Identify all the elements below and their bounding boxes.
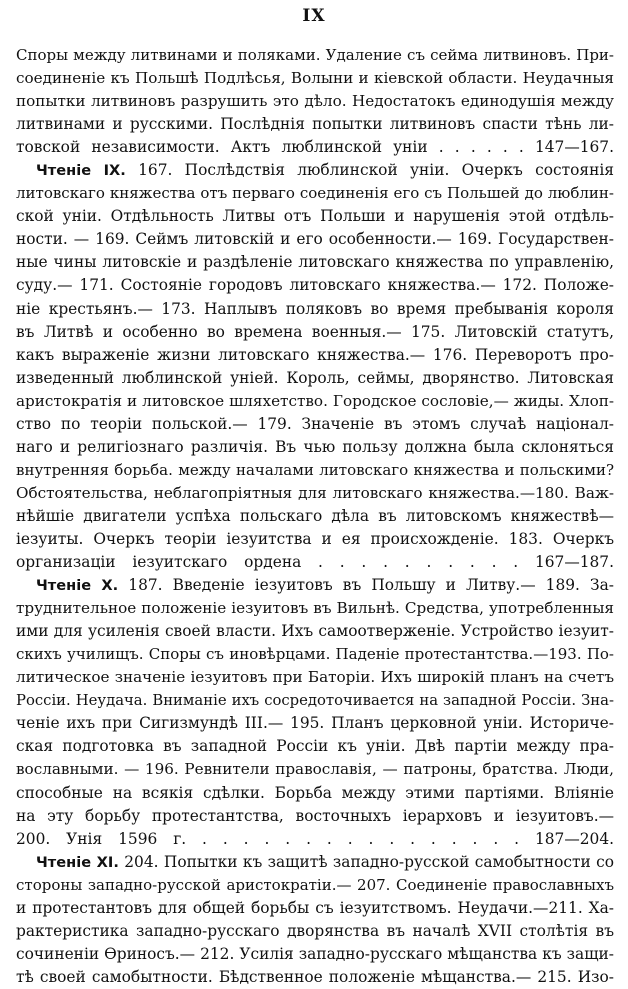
text-line (16, 758, 614, 781)
lecture-heading: Чтеніе X. (36, 577, 119, 595)
line-text: внутренняя борьба. между началами литовскаго княжества и польскими? (16, 460, 614, 479)
line-text: наго и религіознаго различія. Въ чью пользу должна была склоняться (16, 437, 614, 456)
line-text: скихъ училищъ. Споры съ иновѣрцами. Паденіе протестантства.—193. По- (16, 645, 614, 664)
text-line (16, 897, 614, 920)
line-text: вославными. — 196. Ревнители православія, — патроны, братства. Люди, (16, 760, 614, 779)
text-line (16, 459, 614, 482)
line-text: на эту борьбу протестантства, восточныхъ іерарховъ и іезуитовъ.— (16, 806, 614, 825)
text-line (16, 182, 614, 205)
text-line (16, 136, 614, 159)
text-line (16, 874, 614, 897)
text-line (16, 920, 614, 943)
line-text: и протестантовъ для общей борьбы съ іезуитствомъ. Неудачи.—211. Ха- (16, 898, 614, 917)
line-text: литическое значеніе іезуитовъ при Баторіи. Ихъ широкій планъ на счетъ (16, 668, 614, 687)
lecture-heading: Чтеніе XI. (36, 853, 119, 871)
text-line (16, 943, 614, 966)
text-line (16, 67, 614, 90)
line-text: 204. Попытки къ защитѣ западно-русской самобытности со (118, 852, 614, 871)
text-line (16, 735, 614, 758)
line-text: ченіе ихъ при Сигизмундѣ III.— 195. Планъ церковной уніи. Историче- (16, 714, 614, 733)
text-line (16, 620, 614, 643)
line-text: 187. Введеніе іезуитовъ въ Польшу и Литву.— 189. За- (118, 576, 614, 595)
line-text: какъ выраженіе жизни литовскаго княжества.— 176. Переворотъ про- (16, 345, 614, 364)
line-text: способные на всякія сдѣлки. Борьба между этими партіями. Вліяніе (16, 783, 614, 802)
line-text: нѣйшіе двигатели успѣха польскаго дѣла въ литовскомъ княжествѣ— (16, 506, 614, 525)
text-line (16, 413, 614, 436)
line-text: 200. Унія 1596 г. . . . . . . . . . . . . . . . . 187—204. (16, 829, 614, 848)
text-line (16, 712, 614, 735)
line-text: суду.— 171. Состояніе городовъ литовскаго княжества.— 172. Положе- (16, 276, 614, 295)
line-text: тѣ своей самобытности. Бѣдственное положеніе мѣщанства.— 215. Изо- (16, 967, 614, 986)
text-line (16, 344, 614, 367)
text-line (16, 321, 614, 344)
line-text: ные чины литовскіе и раздѣленіе литовскаго княжества по управленію, (16, 253, 614, 272)
text-line (16, 666, 614, 689)
line-text: ство по теоріи польской.— 179. Значеніе въ этомъ случаѣ націонал- (16, 414, 614, 433)
line-text: 167. Послѣдствія люблинской уніи. Очеркъ состоянія (125, 161, 614, 180)
line-text: литвинами и русскими. Послѣднія попытки литвиновъ спасти тѣнь ли- (16, 115, 614, 134)
line-text: ской уніи. Отдѣльность Литвы отъ Польши и нарушенія этой отдѣль- (16, 207, 614, 226)
line-text: ская подготовка въ западной Россіи къ уніи. Двѣ партіи между пра- (16, 737, 614, 756)
line-text: ими для усиленія своей власти. Ихъ самоотверженіе. Устройство іезуит- (16, 622, 614, 641)
text-line (16, 597, 614, 620)
text-line (16, 390, 614, 413)
line-text: въ Литвѣ и особенно во времена военныя.— 175. Литовскій статутъ, (16, 322, 614, 341)
line-text: Обстоятельства, неблагопріятныя для литовскаго княжества.—180. Важ- (16, 483, 614, 502)
line-text: труднительное положеніе іезуитовъ въ Вильнѣ. Средства, употребленныя (16, 599, 614, 618)
text-line (16, 574, 614, 597)
line-text: стороны западно-русской аристократіи.— 207. Соединеніе православныхъ (16, 875, 614, 894)
line-text: организаціи іезуитскаго ордена . . . . . . . . . . 167—187. (16, 553, 614, 572)
text-line (16, 828, 614, 851)
text-line (16, 298, 614, 321)
line-text: литовскаго княжества отъ перваго соединенія его съ Польшей до люблин- (16, 184, 614, 203)
text-line (16, 367, 614, 390)
text-line (16, 643, 614, 666)
line-text: ности. — 169. Сеймъ литовскій и его особенности.— 169. Государствен- (16, 230, 614, 249)
line-text: Споры между литвинами и поляками. Удаление съ сейма литвиновъ. При- (16, 46, 614, 64)
line-text: рактеристика западно-русскаго дворянства въ началѣ XVII столѣтія въ (16, 921, 614, 940)
text-line (16, 805, 614, 828)
text-line (16, 44, 614, 67)
table-of-contents-text (16, 44, 614, 989)
text-line (16, 159, 614, 182)
text-line (16, 113, 614, 136)
text-line (16, 851, 614, 874)
text-line (16, 966, 614, 989)
line-text: попытки литвиновъ разрушить это дѣло. Недостатокъ единодушія между (16, 92, 614, 111)
text-line (16, 782, 614, 805)
line-text: іезуиты. Очеркъ теоріи іезуитства и ея происхожденіе. 183. Очеркъ (16, 529, 614, 548)
text-line (16, 528, 614, 551)
text-line (16, 551, 614, 574)
text-line (16, 90, 614, 113)
line-text: Россіи. Неудача. Вниманіе ихъ сосредоточивается на западной Россіи. Зна- (16, 692, 614, 710)
text-line (16, 689, 614, 712)
line-text: сочиненіи Ѳриносъ.— 212. Усилія западно-русскаго мѣщанства къ защи- (16, 944, 614, 963)
page-number: IX (302, 6, 326, 26)
line-text: аристократія и литовское шляхетство. Городское сословіе,— жиды. Хлоп- (16, 391, 614, 410)
line-text: соединеніе къ Польшѣ Подлѣсья, Волыни и кіевской области. Неудачныя (16, 69, 614, 88)
line-text: ніе крестьянъ.— 173. Наплывъ поляковъ во время пребыванія короля (16, 299, 614, 318)
text-line (16, 505, 614, 528)
line-text: изведенный люблинской уніей. Король, сеймы, дворянство. Литовская (16, 368, 614, 387)
text-line (16, 274, 614, 297)
text-line (16, 251, 614, 274)
text-line (16, 482, 614, 505)
lecture-heading: Чтеніе IX. (36, 162, 126, 180)
text-line (16, 228, 614, 251)
text-line (16, 436, 614, 459)
line-text: товской независимости. Актъ люблинской уніи . . . . . . 147—167. (16, 138, 614, 157)
text-line (16, 205, 614, 228)
